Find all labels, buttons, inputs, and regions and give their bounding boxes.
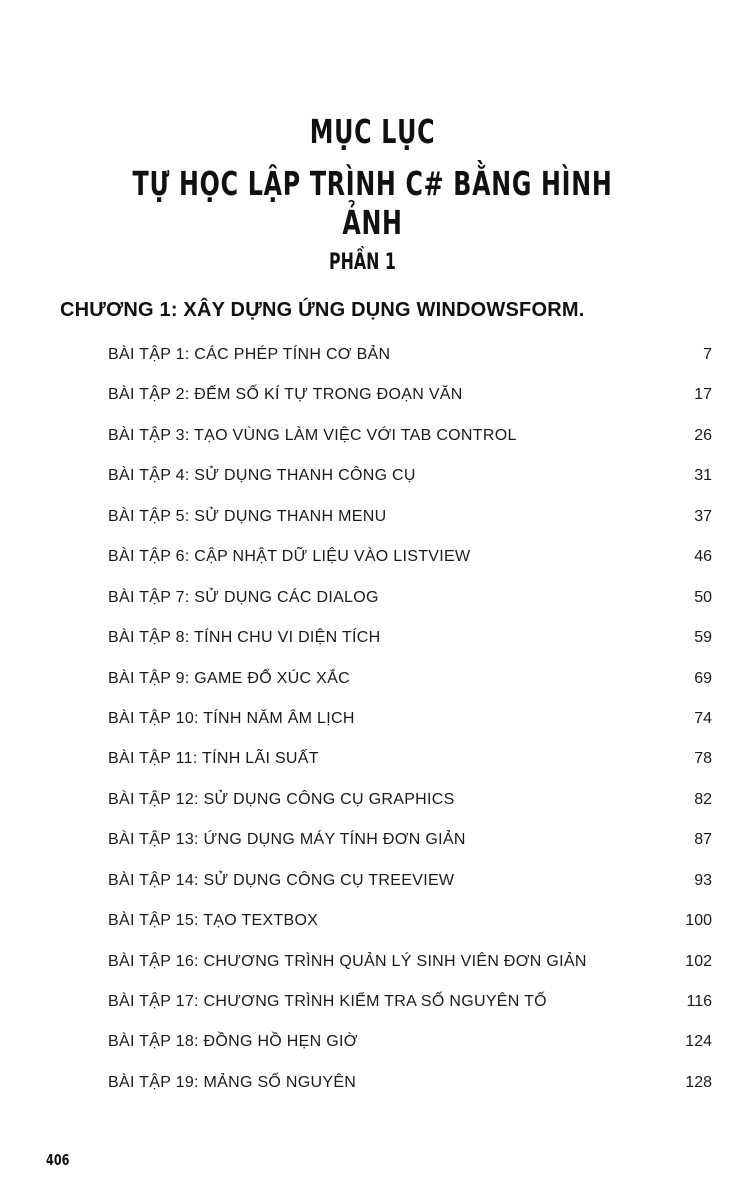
- toc-entry-page: 69: [694, 669, 712, 687]
- toc-entry-page: 7: [703, 346, 712, 363]
- chapter-heading: CHƯƠNG 1: XÂY DỰNG ỨNG DỤNG WINDOWSFORM.: [60, 299, 585, 321]
- toc-entry: [108, 579, 712, 619]
- toc-entry: [108, 821, 712, 861]
- toc-list: [108, 336, 712, 1104]
- toc-entry-page: 124: [685, 1033, 712, 1051]
- toc-entry-page: 31: [694, 467, 712, 485]
- toc-entry-page: 74: [694, 709, 712, 727]
- toc-entry-page: 116: [686, 993, 712, 1010]
- toc-entry-page: 17: [694, 386, 712, 404]
- toc-entry-label: BÀI TẬP 6: CẬP NHẬT DỮ LIỆU VÀO LISTVIEW: [108, 548, 471, 566]
- toc-entry: [108, 740, 712, 780]
- toc-entry-label: BÀI TẬP 9: GAME ĐỔ XÚC XẮC: [108, 669, 350, 687]
- toc-entry: [108, 336, 712, 376]
- toc-entry: [108, 862, 712, 902]
- toc-entry-label: BÀI TẬP 7: SỬ DỤNG CÁC DIALOG: [108, 588, 379, 606]
- toc-entry-label: BÀI TẬP 15: TẠO TEXTBOX: [108, 912, 319, 930]
- toc-entry-page: 100: [685, 912, 712, 930]
- toc-entry-page: 102: [685, 952, 712, 970]
- toc-entry-page: 37: [694, 507, 712, 525]
- toc-entry: [108, 781, 712, 821]
- toc-entry-label: BÀI TẬP 3: TẠO VÙNG LÀM VIỆC VỚI TAB CONTROL: [108, 426, 517, 444]
- book-title: TỰ HỌC LẬP TRÌNH C# BẰNG HÌNH ẢNH: [132, 164, 613, 242]
- toc-entry-page: 50: [694, 588, 712, 606]
- toc-entry: [108, 1023, 712, 1063]
- toc-entry: [108, 457, 712, 497]
- toc-entry-label: BÀI TẬP 16: CHƯƠNG TRÌNH QUẢN LÝ SINH VIÊN ĐƠN GIẢN: [108, 952, 587, 970]
- toc-entry-label: BÀI TẬP 1: CÁC PHÉP TÍNH CƠ BẢN: [108, 346, 391, 363]
- toc-entry-page: 82: [694, 790, 712, 808]
- toc-entry: [108, 1064, 712, 1104]
- page-number: 406: [46, 1151, 70, 1169]
- toc-entry-label: BÀI TẬP 8: TÍNH CHU VI DIỆN TÍCH: [108, 629, 381, 647]
- toc-entry: [108, 498, 712, 538]
- toc-entry-page: 59: [694, 629, 712, 647]
- toc-entry-label: BÀI TẬP 11: TÍNH LÃI SUẤT: [108, 750, 319, 768]
- toc-entry-label: BÀI TẬP 10: TÍNH NĂM ÂM LỊCH: [108, 709, 355, 727]
- toc-entry: [108, 700, 712, 740]
- toc-entry-label: BÀI TẬP 14: SỬ DỤNG CÔNG CỤ TREEVIEW: [108, 871, 455, 889]
- toc-entry: [108, 902, 712, 942]
- toc-entry-label: BÀI TẬP 12: SỬ DỤNG CÔNG CỤ GRAPHICS: [108, 790, 455, 808]
- toc-entry-label: BÀI TẬP 13: ỨNG DỤNG MÁY TÍNH ĐƠN GIẢN: [108, 831, 466, 849]
- toc-entry-label: BÀI TẬP 19: MẢNG SỐ NGUYÊN: [108, 1073, 357, 1091]
- toc-entry-page: 78: [694, 750, 712, 768]
- toc-entry-page: 87: [694, 831, 712, 849]
- part-heading: PHẦN 1: [329, 250, 396, 275]
- toc-entry-label: BÀI TẬP 5: SỬ DỤNG THANH MENU: [108, 507, 387, 525]
- toc-entry-label: BÀI TẬP 18: ĐỒNG HỒ HẸN GIỜ: [108, 1033, 358, 1051]
- toc-title: MỤC LỤC: [309, 112, 436, 151]
- toc-entry-label: BÀI TẬP 4: SỬ DỤNG THANH CÔNG CỤ: [108, 467, 416, 485]
- toc-entry-label: BÀI TẬP 2: ĐẾM SỐ KÍ TỰ TRONG ĐOẠN VĂN: [108, 386, 463, 404]
- toc-entry-label: BÀI TẬP 17: CHƯƠNG TRÌNH KIỂM TRA SỐ NGUYÊN TỐ: [108, 993, 547, 1010]
- toc-entry-page: 93: [694, 871, 712, 889]
- toc-entry: [108, 538, 712, 578]
- toc-entry-page: 128: [685, 1073, 712, 1091]
- toc-entry: [108, 619, 712, 659]
- toc-entry: [108, 660, 712, 700]
- toc-entry: [108, 417, 712, 457]
- toc-entry: [108, 376, 712, 416]
- toc-entry-page: 26: [694, 426, 712, 444]
- toc-entry: [108, 943, 712, 983]
- toc-entry: [108, 983, 712, 1023]
- toc-entry-page: 46: [694, 548, 712, 566]
